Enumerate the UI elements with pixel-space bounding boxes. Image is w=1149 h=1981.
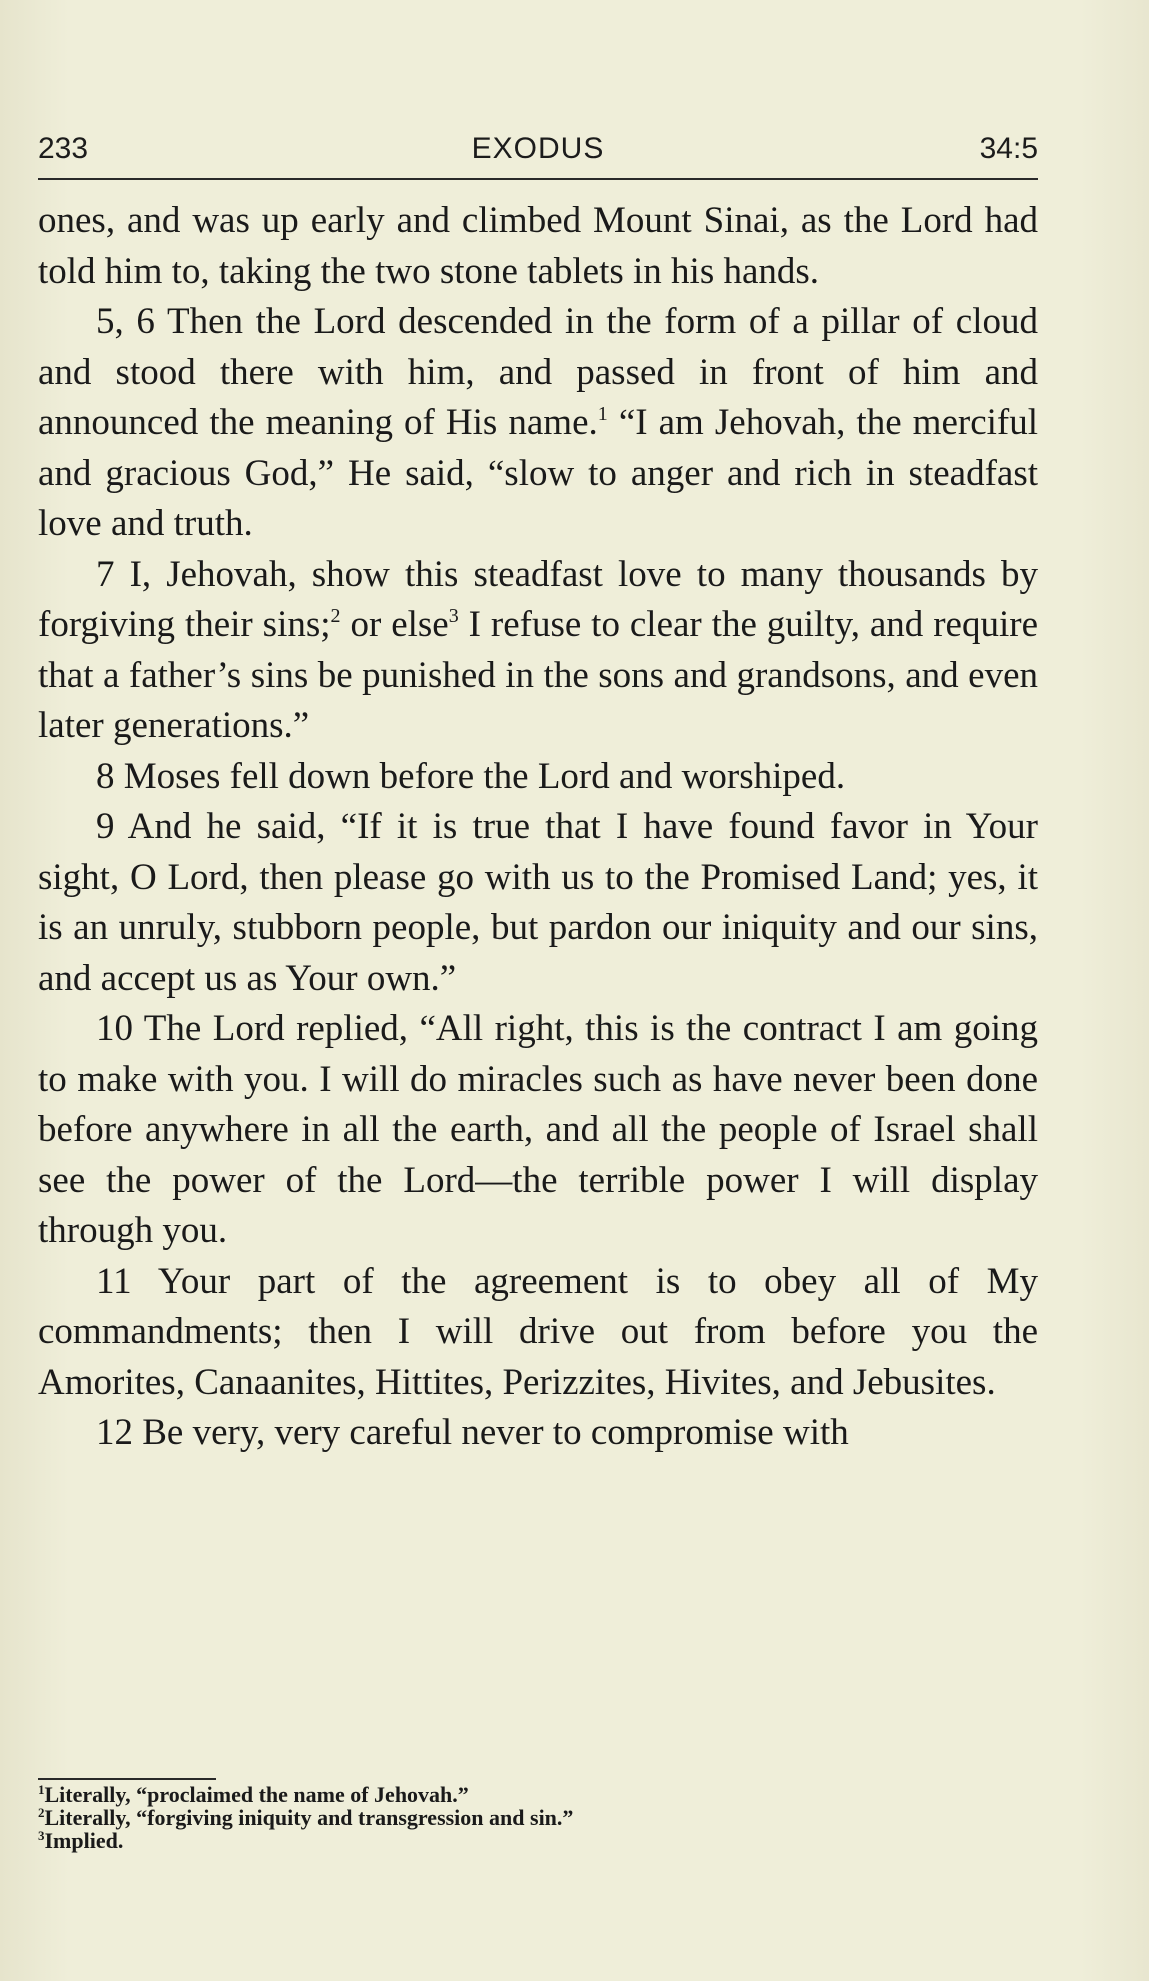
paragraph-verse-5-6 bbox=[38, 297, 1038, 550]
verse-number: 7 bbox=[96, 553, 115, 595]
footnotes bbox=[38, 1783, 1038, 1852]
footnote-marker: 3 bbox=[448, 605, 459, 627]
paragraph-verse-8 bbox=[38, 752, 1038, 803]
footnote-text: Literally, “forgiving iniquity and transgression and sin.” bbox=[44, 1805, 574, 1830]
footnote bbox=[38, 1806, 1038, 1829]
paragraph-text: or else bbox=[350, 604, 449, 645]
verse-number: 9 bbox=[96, 806, 115, 847]
paragraph-verse-10 bbox=[38, 1004, 1038, 1257]
footnote bbox=[38, 1783, 1038, 1806]
paragraph-continuation bbox=[38, 196, 1038, 297]
footnote-rule bbox=[38, 1778, 216, 1780]
paragraph-text: ones, and was up early and climbed Mount Sinai, as the Lord had told him to, taking the two stone tablets in his hands. bbox=[38, 200, 1038, 292]
verse-number: 8 bbox=[96, 755, 115, 797]
verse-number: 12 bbox=[96, 1412, 133, 1453]
paragraph-verse-11 bbox=[38, 1257, 1038, 1409]
header-rule bbox=[38, 178, 1038, 180]
footnote-marker: 2 bbox=[330, 605, 341, 627]
footnote-number: 1 bbox=[38, 1782, 45, 1797]
book-title: EXODUS bbox=[471, 132, 605, 165]
verse-number: 10 bbox=[96, 1008, 133, 1049]
paragraph-text: Then the Lord descended in the form of a pillar of cloud and stood there with him, and passed in front of him and announced the meaning of His name. bbox=[38, 301, 1038, 443]
paragraph-text: Moses fell down before the Lord and worshiped. bbox=[123, 755, 846, 797]
paragraph-text: And he said, “If it is true that I have found favor in Your sight, O Lord, then please go with us to the Promised Land; yes, it is an unruly, stubborn people, but pardon our iniquity and our sins, and accept us as Your own.” bbox=[38, 806, 1038, 999]
page-number: 233 bbox=[38, 132, 89, 165]
verse-reference: 34:5 bbox=[979, 132, 1038, 165]
running-header bbox=[38, 132, 1038, 176]
paragraph-verse-12 bbox=[38, 1408, 1038, 1459]
paragraph-text: I, Jehovah, show this steadfast love to many thousands by forgiving their sins; bbox=[38, 553, 1038, 645]
footnote-number: 2 bbox=[38, 1805, 45, 1820]
paragraph-text: Your part of the agreement is to obey all of My commandments; then I will drive out from before you the Amorites, Canaanites, Hittites, Perizzites, Hivites, and Jebusites. bbox=[38, 1260, 1038, 1403]
verse-number: 5, 6 bbox=[96, 301, 155, 342]
footnote-number: 3 bbox=[38, 1828, 45, 1843]
paragraph-verse-7 bbox=[38, 550, 1038, 752]
footnote-marker: 1 bbox=[597, 403, 608, 425]
paragraph-text: The Lord replied, “All right, this is the contract I am going to make with you. I will do miracles such as have never been done before anywhere in all the earth, and all the people of Israel shall see the power of the Lord—the terrible power I will display through you. bbox=[38, 1008, 1038, 1251]
paragraph-text: I refuse to clear the guilty, and require that a father’s sins be punished in the sons and grandsons, and even later generations.” bbox=[38, 604, 1038, 746]
footnote-text: Implied. bbox=[44, 1828, 124, 1853]
paragraph-verse-9 bbox=[38, 802, 1038, 1004]
footnote bbox=[38, 1829, 1038, 1852]
verse-number: 11 bbox=[96, 1260, 132, 1302]
footnote-text: Literally, “proclaimed the name of Jehovah.” bbox=[44, 1782, 469, 1807]
paragraph-text: “I am Jehovah, the merciful and gracious God,” He said, “slow to anger and rich in steadfast love and truth. bbox=[38, 402, 1039, 544]
paragraph-text: Be very, very careful never to compromise with bbox=[142, 1412, 849, 1453]
scripture-text bbox=[38, 196, 1038, 1459]
